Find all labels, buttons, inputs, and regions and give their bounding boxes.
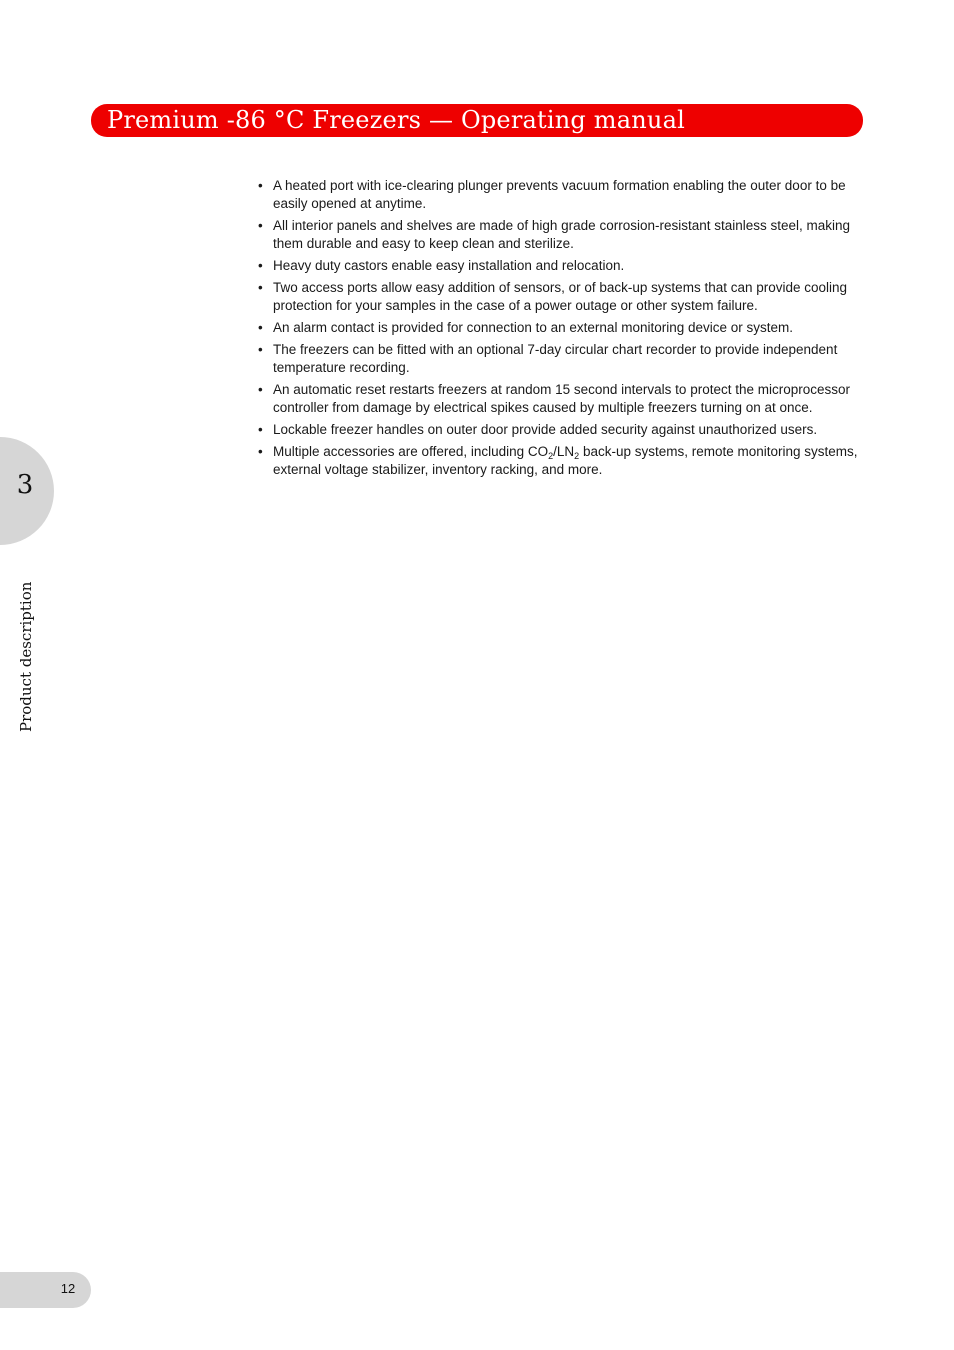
section-label-container — [15, 572, 37, 732]
subscript: 2 — [548, 451, 554, 461]
text-segment: /LN — [553, 444, 575, 459]
bullet-icon: • — [258, 178, 263, 193]
list-item-text: A heated port with ice-clearing plunger prevents vacuum formation enabling the outer door to be easily opened at anytime. — [273, 178, 846, 211]
list-item — [258, 177, 864, 213]
text-segment: back-up systems, remote monitoring systems, external voltage stabilizer, inventory racking, and more. — [273, 444, 858, 477]
list-item-text: Lockable freezer handles on outer door provide added security against unauthorized users. — [273, 422, 818, 437]
feature-list — [258, 177, 864, 483]
list-item-text — [273, 444, 858, 477]
bullet-icon: • — [258, 342, 263, 357]
section-label: Product description — [17, 581, 35, 732]
list-item-text: An automatic reset restarts freezers at random 15 second intervals to protect the microprocessor controller from damage by electrical spikes caused by multiple freezers turning on at once. — [273, 382, 851, 415]
bullet-icon: • — [258, 280, 263, 295]
list-item — [258, 319, 864, 337]
chapter-number: 3 — [16, 470, 34, 500]
bullet-icon: • — [258, 422, 263, 437]
bullet-icon: • — [258, 258, 263, 273]
bullet-icon: • — [258, 218, 263, 233]
text-segment: Multiple accessories are offered, including CO — [273, 444, 549, 459]
bullet-icon: • — [258, 382, 263, 397]
header-title-bar — [91, 104, 863, 137]
bullet-icon: • — [258, 320, 263, 335]
list-item-text: An alarm contact is provided for connection to an external monitoring device or system. — [273, 320, 794, 335]
page-number: 12 — [60, 1281, 76, 1296]
list-item-text: Two access ports allow easy addition of sensors, or of back-up systems that can provide cooling protection for your samples in the case of a power outage or other system failure. — [273, 280, 848, 313]
list-item-text: All interior panels and shelves are made of high grade corrosion-resistant stainless steel, making them durable and easy to keep clean and sterilize. — [273, 218, 851, 251]
list-item — [258, 421, 864, 439]
subscript: 2 — [574, 451, 580, 461]
page-title: Premium -86 °C Freezers — Operating manual — [107, 105, 685, 134]
list-item-text: The freezers can be fitted with an optional 7-day circular chart recorder to provide independent temperature recording. — [273, 342, 838, 375]
list-item — [258, 341, 864, 377]
list-item — [258, 279, 864, 315]
list-item — [258, 443, 864, 479]
list-item — [258, 257, 864, 275]
list-item-text: Heavy duty castors enable easy installation and relocation. — [273, 258, 625, 273]
list-item — [258, 217, 864, 253]
bullet-icon: • — [258, 444, 263, 459]
list-item — [258, 381, 864, 417]
